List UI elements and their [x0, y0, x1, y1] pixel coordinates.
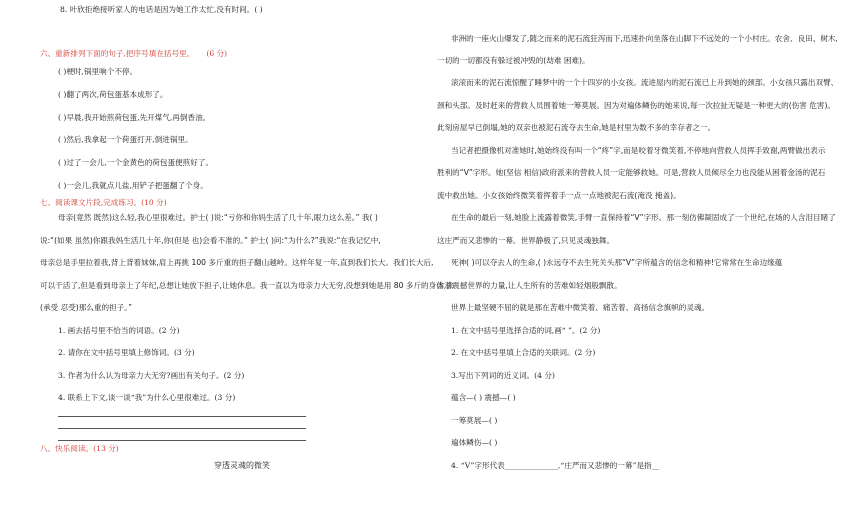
answer-line[interactable] [58, 428, 306, 429]
synonym-item: 蕴含—( ) 震撼—( ) [451, 393, 516, 402]
synonym-item: 遍体鳞伤—( ) [451, 438, 498, 447]
reading-question: 4. 联系上下文,谈一谈“我”为什么心里很难过。(3 分) [58, 393, 236, 402]
answer-line[interactable] [58, 416, 306, 417]
section-6-title: 六、重新排列下面的句子,把序号填在括号里。 (6 分) [40, 49, 228, 58]
answer-line[interactable] [58, 440, 306, 441]
article-paragraph: 流中救出她。小女孩始终微笑着挥着手一点一点地被泥石流(淹没 掩盖)。 [437, 191, 681, 200]
reading-question: 2. 请你在文中括号里填上修饰词。(3 分) [58, 348, 195, 357]
section-8-title: 八、快乐阅读。(13 分) [40, 444, 119, 453]
passage-line: 可以干活了,但是看到母亲上了年纪,总想让她放下担子,让她休息。我一直以为母亲力大无穷,没想到她是用 80 多斤的身体,去 [40, 281, 454, 290]
passage-line: 母亲(竟然 既然)这么轻,我心里很难过。护士( )说:“亏你和你妈生活了几十年,眼力这么差。” 我( ) [58, 213, 378, 222]
article-question: 3.写出下列词的近义词。(4 分) [451, 371, 555, 380]
reorder-item: ( )梗时,锅里响个不停。 [58, 67, 138, 76]
article-title: 穿透灵魂的微笑 [214, 461, 270, 470]
reorder-item: ( )然后,我拿起一个荷蛋打开,倒进锅里。 [58, 135, 193, 144]
synonym-item: 一筹莫展—( ) [451, 416, 498, 425]
article-paragraph: 颈和头部。及时赶来的营救人员围着她一筹莫展。因为对遍体鳞伤的她来说,每一次拉扯无疑是一种更大的(伤害 危害)。 [437, 101, 836, 110]
article-paragraph: 含着震撼世界的力量,让人生所有的苦难如轻烟般飘散。 [437, 281, 622, 290]
article-paragraph: 滚滚而来的泥石流惊醒了睡梦中的一个十四岁的小女孩。流进屋内的泥石流已上升到她的颈部。小女孩只露出双臂、 [451, 78, 839, 87]
question-8: 8. 叶欣拒绝接听家人的电话是因为她工作太忙,没有时间。( ) [60, 5, 263, 14]
passage-line: 母亲总是手里拉着我,背上背着妹妹,肩上再挑 100 多斤重的担子翻山越岭。这样年复一年,直到我们长大。我们长大后, [40, 258, 434, 267]
article-paragraph: 在生命的最后一刻,她脸上流露着微笑,手臂一直保持着“V”字形。那一刻仿佛凝固成了一个世纪,在场的人含泪目睹了 [451, 213, 836, 222]
reorder-item: ( )翻了两次,荷包蛋基本成形了。 [58, 90, 168, 99]
article-paragraph: 胜利的“V”字形。她(坚信 相信)政府派来的营救人员一定能够救她。可是,营救人员倾尽全力也没能从困着金汤的泥石 [437, 168, 826, 177]
article-paragraph: 此刻房屋早已倒塌,她的双亲也被泥石流夺去生命,她是村里为数不多的幸存者之一。 [437, 123, 716, 132]
reading-question: 1. 画去括号里不恰当的词语。(2 分) [58, 326, 180, 335]
article-question: 4. “V”字形代表______________,“庄严而又悲惨的一幕”是指__ [451, 461, 660, 470]
reorder-item: ( )一会儿,我就点儿盐,用铲子把蛋翻了个身。 [58, 181, 208, 190]
article-paragraph: 当记者把摄像机对准她时,她始终没有叫一个“疼”字,而是咬着牙微笑着,不停地向营救人员挥手致谢,两臂做出表示 [451, 146, 826, 155]
passage-line: 说:“(如果 虽然)你跟我妈生活几十年,你(但是 也)会看不准的。” 护士( )问:“为什么?”我说:“在我记忆中, [40, 236, 381, 245]
reorder-item: ( )早晨,我开始煎荷包蛋,先开煤气,再倒香油。 [58, 113, 211, 122]
article-question: 2. 在文中括号里填上合适的关联词。(2 分) [451, 348, 596, 357]
article-paragraph: 这庄严而又悲惨的一幕。世界静极了,只见灵魂独舞。 [437, 236, 615, 245]
reading-question: 3. 作者为什么认为母亲力大无穷?画出有关句子。(2 分) [58, 371, 245, 380]
article-paragraph: 一切的一切都没有躲过被冲毁的(劫难 困难)。 [437, 56, 590, 65]
section-7-title: 七、阅读课文片段,完成练习。(10 分) [40, 198, 167, 207]
passage-line: (承受 忍受)那么重的担子。” [40, 303, 133, 312]
article-paragraph: 非洲的一座火山爆发了,随之而来的泥石流狂泻而下,迅速扑向坐落在山脚下不远处的一个小村庄。农舍、良田、树木, [451, 34, 838, 43]
article-question: 1. 在文中括号里选择合适的词,画“ ”。(2 分) [451, 326, 601, 335]
article-paragraph: 世界上最坚硬不屈的就是那在苦难中微笑着、痛苦着、高扬信念旗帜的灵魂。 [451, 303, 710, 312]
reorder-item: ( )过了一会儿,一个金黄色的荷包蛋便煎好了。 [58, 158, 214, 167]
article-paragraph: 死神( )可以夺去人的生命,( )永远夺不去生死关头那“V”字所蕴含的信念和精神!它常常在生命边缘蕴 [451, 258, 783, 267]
